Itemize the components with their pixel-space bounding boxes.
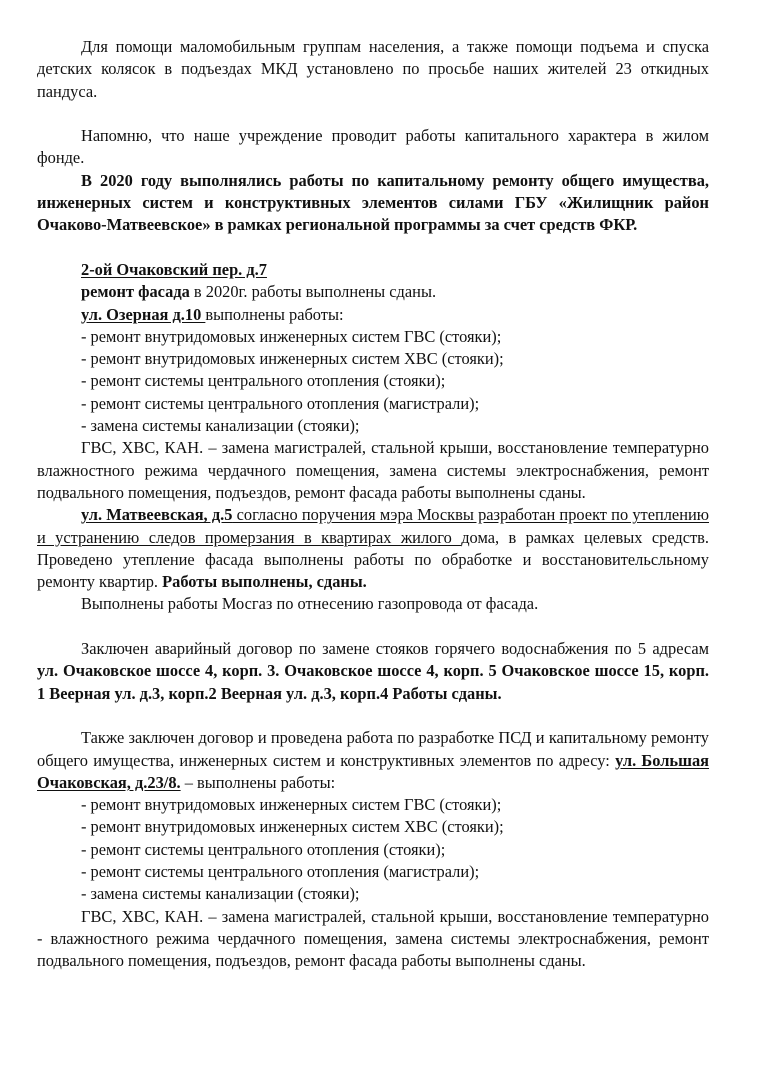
address-bolshaya-ochakovskaya: ул. Большая Очаковская, д.23/8. — [37, 750, 710, 792]
list-item: - замена системы канализации (стояки); — [81, 884, 360, 904]
paragraph-intro: Напомню, что наше учреждение проводит работы капитального характера в жилом фонде. — [37, 126, 709, 168]
bolshaya-summary: ГВС, ХВС, КАН. – замена магистралей, стальной крыши, восстановление температурно - влажностного режима чердачного помещения, замена системы электроснабжения, ремонт подвального помещения, подъездов, ремонт фасада работы выполнены сданы. — [37, 906, 709, 971]
section-matveevskaya — [37, 504, 709, 593]
section-ochakovsky-facade — [81, 281, 709, 303]
emergency-addresses: ул. Очаковское шоссе 4, корп. 3. Очаковское шоссе 4, корп. 5 Очаковское шоссе 15, корп. 1 Веерная ул. д.3, корп.2 Веерная ул. д.3, корп.4 Работы сданы. — [37, 661, 709, 703]
psd-text: Также заключен договор и проведена работа по разработке ПСД и капитальному ремонту общего имущества, инженерных систем и конструктивных элементов по адресу: — [37, 728, 709, 770]
section-ochakovsky-address — [81, 259, 709, 281]
paragraph-ramps: Для помощи маломобильным группам населения, а также помощи подъема и спуска детских колясок в подъездах МКД установлено по просьбе наших жителей 23 откидных пандуса. — [37, 37, 709, 101]
section-bolshaya-ochakovskaya — [37, 727, 709, 794]
address-ozernaya: ул. Озерная д.10 — [81, 304, 206, 324]
program-bold-text: В 2020 году выполнялись работы по капитальному ремонту общего имущества, инженерных систем и конструктивных элементов силами ГБУ «Жилищник район Очаково-Матвеевское» в рамках региональной программы за счет средств ФКР. — [37, 170, 709, 235]
paragraph-program — [37, 170, 709, 237]
psd-after: – выполнены работы: — [180, 772, 336, 792]
list-item: - ремонт системы центрального отопления (магистрали); — [81, 861, 480, 881]
list-item: - замена системы канализации (стояки); — [81, 416, 360, 436]
list-item: - ремонт внутридомовых инженерных систем ХВС (стояки); — [81, 817, 504, 837]
matveevskaya-done: Работы выполнены, сданы. — [162, 572, 367, 592]
matveevskaya-underlined-text: согласно поручения мэра Москвы разработан проект по утеплению и устранению следов промерзания в квартирах жилого — [37, 505, 709, 547]
mosgaz-note: Выполнены работы Мосгаз по отнесению газопровода от фасада. — [81, 594, 539, 614]
spacer — [37, 103, 709, 125]
address-ochakovsky: 2-ой Очаковский пер. д.7 — [81, 259, 267, 279]
list-item: - ремонт внутридомовых инженерных систем ГВС (стояки); — [81, 326, 502, 346]
list-item: - ремонт внутридомовых инженерных систем ХВС (стояки); — [81, 349, 504, 369]
list-item: - ремонт внутридомовых инженерных систем ГВС (стояки); — [81, 795, 502, 815]
ozernaya-text: выполнены работы: — [205, 304, 344, 324]
address-matveevskaya: ул. Матвеевская, д.5 — [81, 505, 233, 525]
list-item: - ремонт системы центрального отопления (магистрали); — [81, 393, 480, 413]
matveevskaya-text: дома, в рамках целевых средств. Проведено утепление фасада выполнены работы по обработке и восстановительсльному ремонту квартир. — [37, 527, 709, 592]
list-item: - ремонт системы центрального отопления (стояки); — [81, 371, 446, 391]
spacer — [37, 616, 709, 638]
facade-bold: ремонт фасада — [81, 282, 190, 302]
ozernaya-summary: ГВС, ХВС, КАН. – замена магистралей, стальной крыши, восстановление температурно влажностного режима чердачного помещения, замена системы электроснабжения, ремонт подвального помещения, подъездов, ремонт фасада работы выполнены сданы. — [37, 438, 709, 502]
spacer — [37, 237, 709, 259]
emergency-text: Заключен аварийный договор по замене стояков горячего водоснабжения по 5 адресам — [81, 639, 709, 659]
spacer — [37, 705, 709, 727]
section-emergency-contract — [37, 638, 709, 705]
section-ozernaya-header — [81, 304, 709, 326]
list-item: - ремонт системы центрального отопления (стояки); — [81, 839, 446, 859]
facade-text: в 2020г. работы выполнены сданы. — [189, 282, 437, 302]
